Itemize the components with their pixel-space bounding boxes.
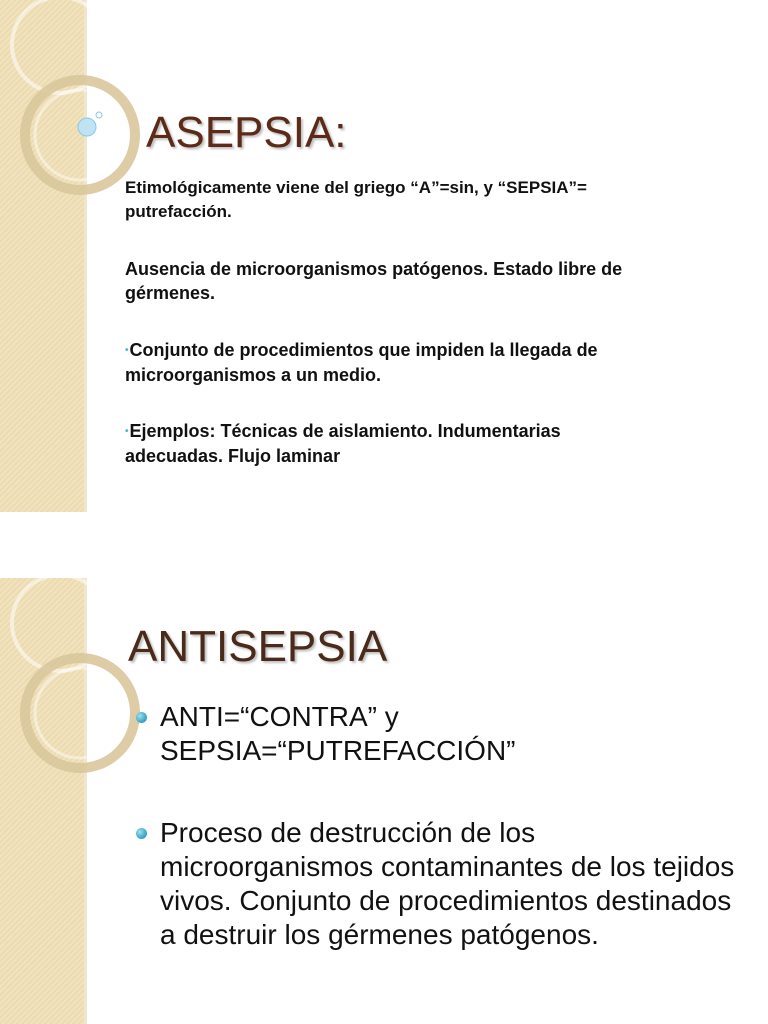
bullet-text: Proceso de destrucción de los microorganismos contaminantes de los tejidos vivos. Conjunto de procedimientos destinados a destruir los gérmenes patógenos.	[160, 817, 735, 950]
slide-antisepsia	[0, 578, 768, 1024]
bullet-dot-icon: •	[125, 345, 129, 356]
paragraph-definition	[125, 257, 645, 305]
paragraph-text: Conjunto de procedimientos que impiden la llegada de microorganismos a un medio.	[125, 340, 598, 385]
bullet-text: ANTI=“CONTRA” y SEPSIA=“PUTREFACCIÓN”	[160, 701, 516, 766]
bullet-dot-icon: •	[125, 426, 129, 437]
paragraph-text: Ausencia de microorganismos patógenos. Estado libre de gérmenes.	[125, 259, 623, 303]
decorative-rings-icon	[0, 0, 140, 220]
bullet-circle-icon	[136, 712, 147, 723]
paragraph-text: Etimológicamente viene del griego “A”=sin, y “SEPSIA”= putrefacción.	[125, 178, 587, 221]
paragraph-procedures	[125, 338, 600, 387]
slide-title: ASEPSIA:	[146, 108, 347, 157]
paragraph-text: Ejemplos: Técnicas de aislamiento. Indumentarias adecuadas. Flujo laminar	[125, 421, 561, 466]
paragraph-etymology	[125, 176, 605, 224]
slide-title: ANTISEPSIA	[128, 622, 388, 671]
bullet-circle-icon	[136, 828, 147, 839]
decorative-rings-icon	[0, 578, 140, 798]
paragraph-examples	[125, 419, 660, 468]
slide-gap	[0, 512, 768, 578]
